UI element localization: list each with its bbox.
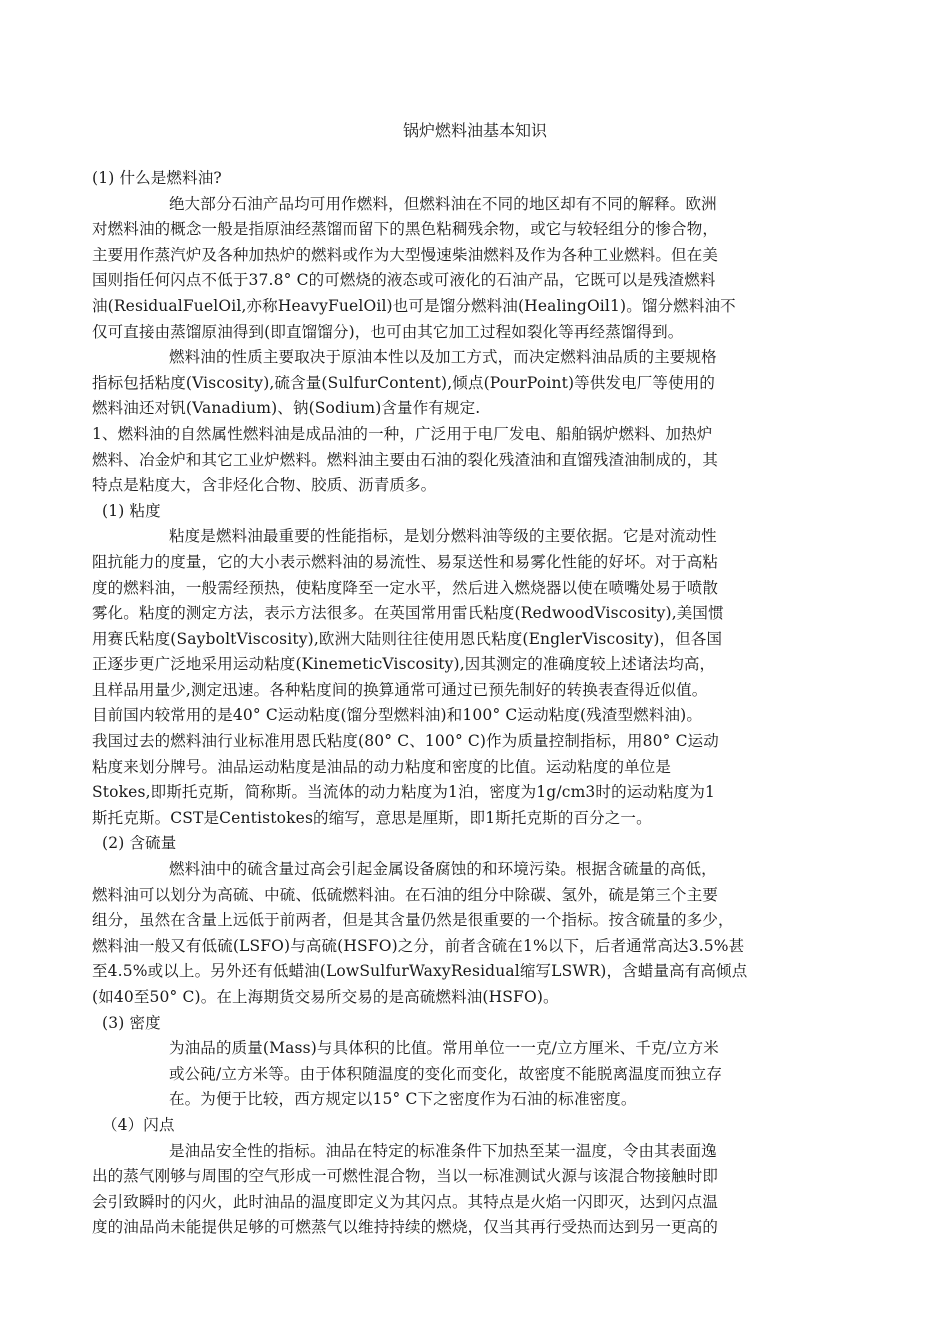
text-line: (1) 什么是燃料油? (92, 169, 222, 187)
text-line: 指标包括粘度(Viscosity),硫含量(SulfurContent),倾点(PourPoint)等供发电厂等使用的 (92, 373, 716, 392)
text-line: 是油品安全性的指标。油品在特定的标准条件下加热至某一温度，令由其表面逸 (169, 1141, 717, 1160)
text-line: 仅可直接由蒸馏原油得到(即直馏馏分)，也可由其它加工过程如裂化等再经蒸馏得到。 (92, 322, 684, 341)
text-line: 度的油品尚未能提供足够的可燃蒸气以维持持续的燃烧，仅当其再行受热而达到另一更高的 (92, 1218, 719, 1237)
text-line: 燃料油还对钒(Vanadium)、钠(Sodium)含量作有规定. (92, 399, 481, 418)
text-line: (2) 含硫量 (102, 834, 177, 853)
text-line: 燃料油中的硫含量过高会引起金属设备腐蚀的和环境污染。根据含硫量的高低， (169, 860, 717, 879)
text-line: 至4.5%或以上。另外还有低蜡油(LowSulfurWaxyResidual缩写LSWR)，含蜡量高有高倾点 (92, 962, 748, 981)
text-line: Stokes,即斯托克斯，简称斯。当流体的动力粘度为1泊，密度为1g/cm3时的运动粘度为1 (92, 783, 715, 802)
document-title: 锅炉燃料油基本知识 (402, 121, 547, 140)
text-line: 斯托克斯。CST是Centistokes的缩写，意思是厘斯，即1斯托克斯的百分之一。 (92, 808, 652, 827)
text-line: 绝大部分石油产品均可用作燃料，但燃料油在不同的地区却有不同的解释。欧洲 (169, 194, 717, 213)
document-body (92, 166, 867, 1241)
text-line: 油(ResidualFuelOil,亦称HeavyFuelOil)也可是馏分燃料油(HealingOil1)。馏分燃料油不 (92, 296, 736, 315)
text-line: 在。为便于比较，西方规定以15° C下之密度作为石油的标准密度。 (169, 1090, 637, 1109)
text-line: 且样品用量少,测定迅速。各种粘度间的换算通常可通过已预先制好的转换表查得近似值。 (92, 680, 708, 699)
text-line: 粘度是燃料油最重要的性能指标，是划分燃料油等级的主要依据。它是对流动性 (169, 527, 717, 546)
text-line: 粘度来划分牌号。油品运动粘度是油品的动力粘度和密度的比值。运动粘度的单位是 (92, 757, 672, 776)
text-line: （4）闪点 (102, 1115, 175, 1134)
text-line: 雾化。粘度的测定方法，表示方法很多。在英国常用雷氏粘度(RedwoodViscosity),美国惯 (92, 604, 724, 623)
text-line: 主要用作蒸汽炉及各种加热炉的燃料或作为大型慢速柴油燃料及作为各种工业燃料。但在美 (92, 245, 719, 264)
text-line: 燃料、冶金炉和其它工业炉燃料。燃料油主要由石油的裂化残渣油和直馏残渣油制成的，其 (92, 450, 719, 469)
text-line: 燃料油可以划分为高硫、中硫、低硫燃料油。在石油的组分中除碳、氢外，硫是第三个主要 (92, 885, 719, 904)
text-line: (如40至50° C)。在上海期货交易所交易的是高硫燃料油(HSFO)。 (92, 988, 559, 1006)
text-line: 特点是粘度大，含非烃化合物、胶质、沥青质多。 (92, 476, 437, 495)
text-line: 出的蒸气刚够与周围的空气形成一可燃性混合物，当以一标准测试火源与该混合物接触时即 (92, 1167, 719, 1186)
text-line: (3) 密度 (102, 1013, 161, 1032)
text-line: 我国过去的燃料油行业标准用恩氏粘度(80° C、100° C)作为质量控制指标，用80° C运动 (92, 732, 719, 751)
text-line: 用赛氏粘度(SayboltViscosity),欧洲大陆则往往使用恩氏粘度(EnglerViscosity)，但各国 (92, 629, 723, 648)
text-line: 目前国内较常用的是40° C运动粘度(馏分型燃料油)和100° C运动粘度(残渣型燃料油)。 (92, 706, 702, 725)
text-line: 燃料油一般又有低硫(LSFO)与高硫(HSFO)之分，前者含硫在1%以下，后者通常高达3.5%甚 (92, 936, 745, 955)
text-line: 阻抗能力的度量，它的大小表示燃料油的易流性、易泵送性和易雾化性能的好坏。对于高粘 (92, 552, 719, 571)
text-line: 或公砘/立方米等。由于体积随温度的变化而变化，故密度不能脱离温度而独立存 (169, 1064, 723, 1083)
text-line: 对燃料油的概念一般是指原油经蒸馏而留下的黑色粘稠残余物，或它与较轻组分的惨合物， (92, 220, 719, 239)
text-line: 度的燃料油，一般需经预热，使粘度降至一定水平，然后进入燃烧器以使在喷嘴处易于喷散 (92, 578, 719, 597)
text-line: 1、燃料油的自然属性燃料油是成品油的一种，广泛用于电厂发电、船舶锅炉燃料、加热炉 (92, 424, 713, 443)
text-line: 国则指任何闪点不低于37.8° C的可燃烧的液态或可液化的石油产品，它既可以是残渣燃料 (92, 271, 716, 290)
text-line: (1) 粘度 (102, 501, 161, 520)
text-line: 组分，虽然在含量上远低于前两者，但是其含量仍然是很重要的一个指标。按含硫量的多少， (92, 911, 734, 930)
text-line: 燃料油的性质主要取决于原油本性以及加工方式，而决定燃料油品质的主要规格 (169, 348, 717, 367)
text-line: 会引致瞬时的闪火，此时油品的温度即定义为其闪点。其特点是火焰一闪即灭，达到闪点温 (92, 1192, 719, 1211)
text-line: 为油品的质量(Mass)与具体积的比值。常用单位一一克/立方厘米、千克/立方米 (169, 1039, 719, 1058)
text-line: 正逐步更广泛地采用运动粘度(KinemeticViscosity),因其测定的准确度较上述诸法均高， (92, 655, 716, 674)
